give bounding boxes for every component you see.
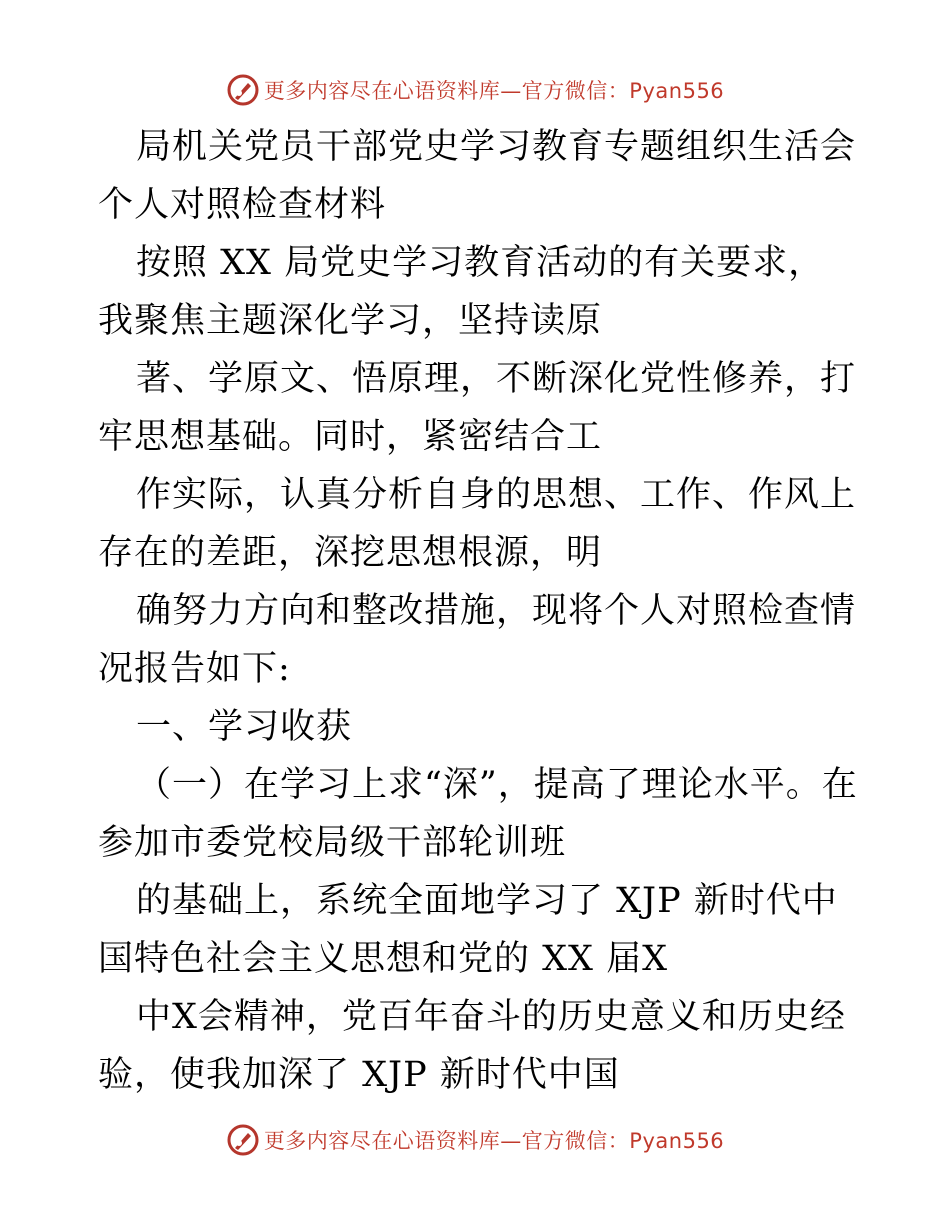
paragraph: （一）在学习上求“深”，提高了理论水平。在参加市委党校局级干部轮训班 (98, 765, 858, 863)
footer-watermark-banner (0, 1120, 950, 1160)
paragraph: 作实际，认真分析自身的思想、工作、作风上存在的差距，深挖思想根源，明 (98, 475, 857, 573)
paragraph: 确努力方向和整改措施，现将个人对照检查情况报告如下: (98, 591, 857, 689)
section-heading: 一、学习收获 (136, 707, 353, 747)
paragraph: 的基础上，系统全面地学习了 XJP 新时代中国特色社会主义思想和党的 XX 届X (98, 881, 838, 979)
paragraph: 著、学原文、悟原理，不断深化党性修养，打牢思想基础。同时，紧密结合工 (98, 359, 857, 457)
watermark-text: 更多内容尽在心语资料库—官方微信：Pyan556 (263, 79, 725, 103)
header-watermark-banner (0, 70, 950, 110)
document-title: 局机关党员干部党史学习教育专题组织生活会个人对照检查材料 (98, 127, 857, 225)
pen-logo-icon (226, 73, 260, 107)
paragraph: 中X会精神，党百年奋斗的历史意义和历史经验，使我加深了 XJP 新时代中国 (98, 997, 846, 1095)
paragraph: 按照 XX 局党史学习教育活动的有关要求，我聚焦主题深化学习，坚持读原 (98, 243, 825, 341)
document-body (98, 118, 858, 1104)
pen-logo-icon (226, 1123, 260, 1157)
watermark-text: 更多内容尽在心语资料库—官方微信：Pyan556 (263, 1129, 725, 1153)
